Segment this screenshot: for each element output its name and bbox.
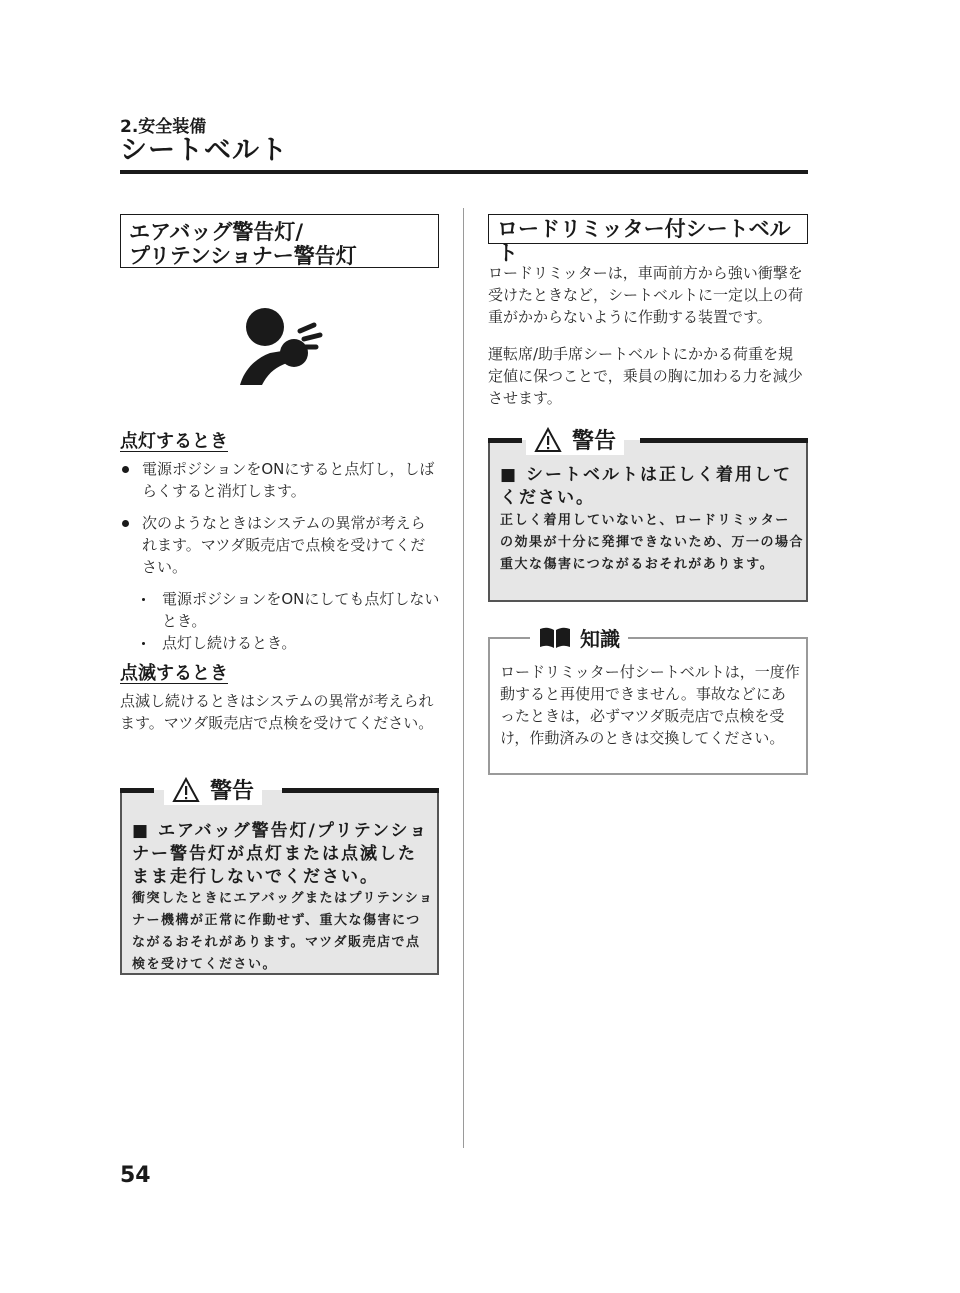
airbag-warning-heading [120, 214, 439, 268]
load-limiter-heading: ロードリミッター付シートベルト [488, 214, 808, 244]
sub-list-item: 電源ポジションをONにしても点灯しないとき。 [120, 588, 440, 632]
blink-text: 点滅し続けるときはシステムの異常が考えられます。マツダ販売店で点検を受けてください。 [120, 692, 434, 732]
heading-line-2: プリテンショナー警告灯 [129, 244, 357, 268]
page-title: シートベルト [120, 135, 288, 166]
airbag-warning-icon [232, 305, 324, 389]
note-label: 知識 [530, 623, 628, 652]
note-box [488, 627, 808, 775]
warning-body: 衝突したときにエアバッグまたはプリテンショナー機構が正常に作動せず、重大な傷害につながるおそれがあります。マツダ販売店で点検を受けてください。 [132, 891, 434, 972]
section-label: 2.安全装備 [120, 117, 207, 137]
blink-heading: 点滅するとき [120, 663, 228, 684]
list-item: 電源ポジションをONにすると点灯し，しばらくすると消灯します。 [120, 458, 440, 502]
sub-list-item: 点灯し続けるとき。 [120, 632, 440, 654]
lit-heading: 点灯するとき [120, 431, 228, 452]
warning-title: ■ エアバッグ警告灯/プリテンショナー警告灯が点灯または点滅したまま走行しないでください。 [132, 821, 429, 887]
warning-body: 正しく着用していないと、ロードリミッターの効果が十分に発揮できないため、万一の場合重大な傷害につながるおそれがあります。 [500, 513, 804, 572]
list-item: 次のようなときはシステムの異常が考えられます。マツダ販売店で点検を受けてください。 [120, 512, 440, 578]
warning-box-left [120, 779, 439, 975]
warning-box-right [488, 429, 808, 602]
note-body: ロードリミッター付シートベルトは，一度作動すると再使用できません。事故などにあったときは，必ずマツダ販売店で点検を受け，作動済みのときは交換してください。 [500, 663, 800, 747]
warning-label: 警告 [164, 774, 262, 805]
warning-title: ■ シートベルトは正しく着用してください。 [500, 465, 792, 508]
book-icon [538, 626, 572, 650]
warning-label: 警告 [526, 424, 624, 455]
heading-line-1: エアバッグ警告灯/ [129, 220, 303, 244]
page-number: 54 [120, 1163, 151, 1188]
warning-triangle-icon [534, 427, 562, 453]
lit-bullet-list [120, 458, 440, 654]
column-divider [463, 208, 464, 1148]
warning-triangle-icon [172, 777, 200, 803]
load-limiter-para-2: 運転席/助手席シートベルトにかかる荷重を規定値に保つことで，乗員の胸に加わる力を減少させます。 [488, 345, 803, 407]
load-limiter-para-1: ロードリミッターは，車両前方から強い衝撃を受けたときなど，シートベルトに一定以上の荷重がかからないように作動する装置です。 [488, 264, 804, 326]
title-rule [120, 170, 808, 174]
